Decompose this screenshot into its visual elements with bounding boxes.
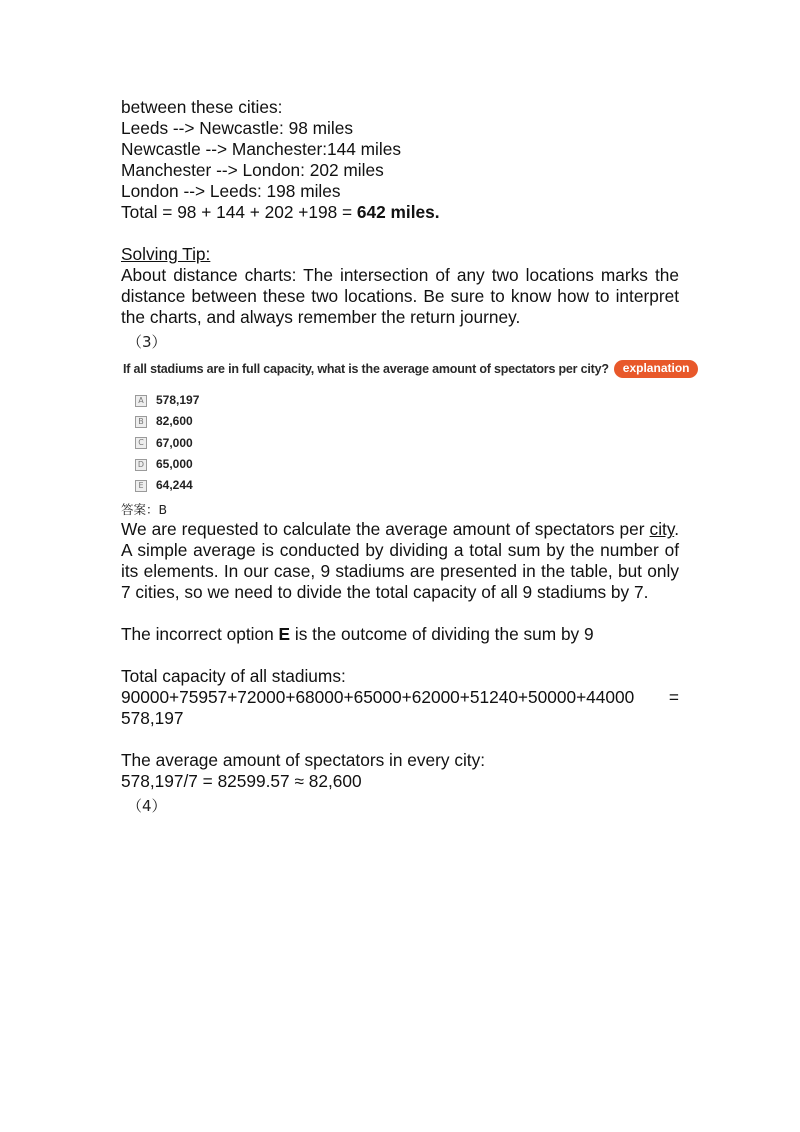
option-a-value: 578,197 xyxy=(156,393,200,408)
spacer xyxy=(121,729,679,750)
answer-key: 答案：B xyxy=(121,502,168,518)
question-3-label: （3） xyxy=(127,333,167,351)
explanation-button[interactable]: explanation xyxy=(614,360,699,378)
route-intro: between these cities: xyxy=(121,97,283,117)
option-d[interactable] xyxy=(135,454,679,475)
average-formula: 578,197/7 = 82599.57 ≈ 82,600 xyxy=(121,771,362,792)
option-c-icon: C xyxy=(135,437,147,449)
option-c-value: 67,000 xyxy=(156,435,193,450)
question-4-label: （4） xyxy=(127,797,167,816)
solving-tip-text: About distance charts: The intersection of any two locations marks the distance between these two locations. Be sure to know how to interpret the charts, and always remember the return journey. xyxy=(121,265,679,327)
route-total xyxy=(121,202,679,223)
explanation-text-start: We are requested to calculate the average amount of spectators per xyxy=(121,519,650,540)
incorrect-option-note xyxy=(121,624,679,645)
capacity-heading: Total capacity of all stadiums: xyxy=(121,666,346,687)
explanation-text-end: . A simple average is conducted by dividing a total sum by the number of its elements. In our case, 9 stadiums are presented in the table, but only 7 cities, so we need to divide the total capacity of all 9 stadiums by 7. xyxy=(121,519,679,603)
spacer xyxy=(121,603,679,624)
route-manchester-london: Manchester --> London: 202 miles xyxy=(121,160,384,180)
average-heading: The average amount of spectators in every city: xyxy=(121,750,486,771)
solving-tip-heading: Solving Tip: xyxy=(121,244,211,264)
route-newcastle-manchester: Newcastle --> Manchester:144 miles xyxy=(121,139,401,159)
route-leeds-newcastle: Leeds --> Newcastle: 98 miles xyxy=(121,118,353,138)
option-e-value: 64,244 xyxy=(156,478,193,493)
document-page xyxy=(121,97,690,820)
question-3-text: If all stadiums are in full capacity, what is the average amount of spectators per city? xyxy=(123,361,609,376)
route-total-value: 642 miles. xyxy=(356,202,440,222)
option-e-icon: E xyxy=(135,480,147,492)
incorrect-option-letter: E xyxy=(278,624,291,645)
option-c[interactable] xyxy=(135,433,679,454)
option-d-value: 65,000 xyxy=(156,457,193,472)
incorrect-note-end: is the outcome of dividing the sum by 9 xyxy=(290,624,594,645)
option-b-value: 82,600 xyxy=(156,414,193,429)
route-total-prefix: Total = 98 + 144 + 202 +198 = xyxy=(121,202,357,222)
option-e[interactable] xyxy=(135,475,679,496)
spacer xyxy=(121,223,679,244)
explanation-paragraph xyxy=(121,519,679,603)
city-link[interactable]: city xyxy=(649,519,675,540)
option-a[interactable] xyxy=(135,390,679,411)
route-london-leeds: London --> Leeds: 198 miles xyxy=(121,181,341,201)
spacer xyxy=(121,645,679,666)
option-a-icon: A xyxy=(135,395,147,407)
incorrect-note-start: The incorrect option xyxy=(121,624,279,645)
capacity-formula: 90000+75957+72000+68000+65000+62000+51240+50000+44000 = 578,197 xyxy=(121,687,679,729)
question-3-row xyxy=(123,358,690,380)
question-3-quiz xyxy=(123,358,690,496)
option-b[interactable] xyxy=(135,411,679,432)
option-b-icon: B xyxy=(135,416,147,428)
answer-options xyxy=(135,390,679,496)
option-d-icon: D xyxy=(135,459,147,471)
